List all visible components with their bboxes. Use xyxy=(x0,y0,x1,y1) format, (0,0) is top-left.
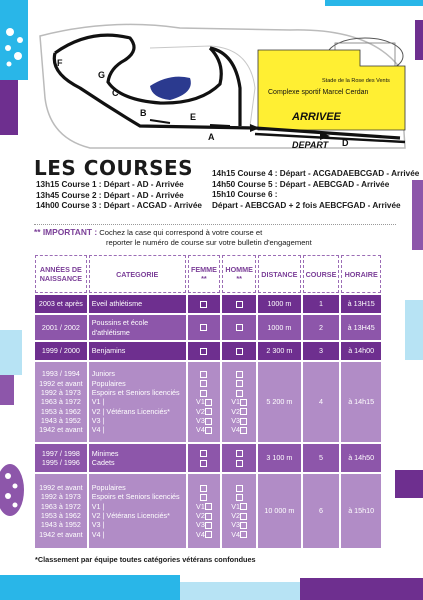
cell-categorie xyxy=(89,474,186,548)
header-distance: DISTANCE xyxy=(258,255,300,293)
homme-checkbox-label: V1 xyxy=(231,397,241,407)
homme-line xyxy=(225,530,253,539)
homme-checkbox-label: V3 xyxy=(231,415,241,425)
femme-checkbox-label: V4 xyxy=(196,529,205,539)
femme-checkbox[interactable] xyxy=(205,522,212,529)
cell-categorie xyxy=(89,342,186,360)
femme-checkbox[interactable] xyxy=(200,348,207,355)
categorie-line: Populaires xyxy=(91,378,126,388)
annees-line: 1993 / 1994 xyxy=(41,369,80,379)
homme-checkbox-label: V1 xyxy=(231,501,241,511)
course-5-line: 14h50 Course 5 : Départ - AEBCGAD - Arrivée xyxy=(212,179,390,189)
divider xyxy=(34,224,396,225)
left-purple-bar xyxy=(0,80,18,135)
map-letter-f: F xyxy=(57,58,63,68)
table-row xyxy=(35,315,381,340)
homme-line xyxy=(225,449,253,458)
homme-checkbox[interactable] xyxy=(236,460,243,467)
homme-checkbox[interactable] xyxy=(240,399,247,406)
homme-checkbox[interactable] xyxy=(236,485,243,492)
homme-checkbox-label: V2 xyxy=(231,511,241,520)
homme-line xyxy=(225,379,253,388)
homme-checkbox[interactable] xyxy=(236,380,243,387)
page-title: LES COURSES xyxy=(34,156,194,180)
homme-checkbox[interactable] xyxy=(236,371,243,378)
table-body xyxy=(35,295,381,548)
categorie-line: Minimes xyxy=(91,448,119,458)
femme-checkbox-label: V2 xyxy=(196,406,205,416)
femme-checkbox[interactable] xyxy=(205,513,212,520)
cell-course: 4 xyxy=(303,362,340,442)
homme-checkbox[interactable] xyxy=(236,450,243,457)
homme-line xyxy=(225,425,253,434)
homme-checkbox[interactable] xyxy=(236,390,243,397)
homme-line xyxy=(225,407,253,416)
femme-checkbox[interactable] xyxy=(200,324,207,331)
femme-checkbox[interactable] xyxy=(200,494,207,501)
annees-line: 1992 et avant xyxy=(39,483,83,493)
annees-line: 2001 / 2002 xyxy=(41,322,80,332)
annees-line: 1943 à 1952 xyxy=(40,415,81,425)
cell-categorie xyxy=(89,444,186,472)
cell-horaire: à 14h50 xyxy=(341,444,381,472)
homme-checkbox-label: V3 xyxy=(231,520,241,530)
femme-checkbox-label: V1 xyxy=(196,501,205,511)
homme-checkbox-label: V4 xyxy=(231,529,241,539)
top-right-block xyxy=(325,0,423,6)
cell-homme[interactable] xyxy=(222,315,256,340)
map-stadium-label: Stade de la Rose des Vents xyxy=(322,78,390,84)
homme-line xyxy=(225,299,253,308)
cell-femme[interactable] xyxy=(188,362,221,442)
homme-checkbox[interactable] xyxy=(240,408,247,415)
course-6-line: 15h10 Course 6 : xyxy=(212,190,278,200)
femme-checkbox[interactable] xyxy=(205,531,212,538)
footnote: *Classement par équipe toutes catégories vétérans confondues xyxy=(35,555,256,564)
bottom-blue-bar xyxy=(0,575,180,600)
homme-checkbox[interactable] xyxy=(240,513,247,520)
map-letter-d: D xyxy=(342,138,349,148)
categorie-line: Espoirs et Seniors licenciés xyxy=(91,492,180,502)
header-annees: ANNÉES DE NAISSANCE xyxy=(35,255,87,293)
cell-distance: 1000 m xyxy=(258,295,300,313)
femme-checkbox[interactable] xyxy=(200,390,207,397)
header-femme: FEMME ** xyxy=(188,255,221,293)
cell-distance: 2 300 m xyxy=(258,342,300,360)
cell-homme[interactable] xyxy=(222,362,256,442)
cell-distance: 10 000 m xyxy=(258,474,300,548)
course-2-line: 13h45 Course 2 : Départ - AD - Arrivée xyxy=(36,190,184,200)
femme-line xyxy=(191,416,218,425)
important-line-1: Cochez la case qui correspond à votre course et xyxy=(99,228,263,237)
femme-checkbox[interactable] xyxy=(205,408,212,415)
cell-categorie xyxy=(89,362,186,442)
femme-checkbox[interactable] xyxy=(200,371,207,378)
annees-line: 2003 et après xyxy=(38,299,83,309)
cell-course: 5 xyxy=(303,444,340,472)
cell-femme[interactable] xyxy=(188,342,221,360)
femme-line xyxy=(191,458,218,467)
annees-line: 1963 à 1972 xyxy=(40,397,81,407)
cell-categorie xyxy=(89,315,186,340)
annees-line: 1953 à 1962 xyxy=(40,511,81,520)
cell-annees xyxy=(35,342,87,360)
homme-checkbox-label: V4 xyxy=(231,425,241,435)
femme-line xyxy=(191,483,218,492)
femme-line xyxy=(191,449,218,458)
homme-line xyxy=(225,511,253,520)
course-3-line: 14h00 Course 3 : Départ - ACGAD - Arrivée xyxy=(36,201,202,211)
table-row xyxy=(35,474,381,548)
cell-distance: 5 200 m xyxy=(258,362,300,442)
categorie-line: V3 | xyxy=(91,415,105,425)
homme-checkbox[interactable] xyxy=(236,348,243,355)
cell-horaire: à 14h15 xyxy=(341,362,381,442)
map-letter-b: B xyxy=(140,108,147,118)
categorie-line: d'athlétisme xyxy=(91,327,130,337)
shoe-print-icon xyxy=(0,20,30,70)
homme-line xyxy=(225,369,253,378)
cell-course: 2 xyxy=(303,315,340,340)
cell-categorie xyxy=(89,295,186,313)
map-depart-label: DEPART xyxy=(292,140,329,150)
bottom-lightblue-bar xyxy=(180,582,300,600)
homme-checkbox[interactable] xyxy=(240,503,247,510)
homme-checkbox[interactable] xyxy=(240,522,247,529)
map-arrivee-label: ARRIVEE xyxy=(292,111,341,123)
cell-femme[interactable] xyxy=(188,315,221,340)
categorie-line: Populaires xyxy=(91,483,126,493)
cell-annees xyxy=(35,315,87,340)
important-line-2: reporter le numéro de course sur votre bulletin d'engagement xyxy=(106,238,312,247)
femme-line xyxy=(191,397,218,406)
homme-line xyxy=(225,502,253,511)
cell-homme[interactable] xyxy=(222,444,256,472)
femme-line xyxy=(191,388,218,397)
femme-checkbox[interactable] xyxy=(205,427,212,434)
femme-line xyxy=(191,520,218,529)
cell-course: 6 xyxy=(303,474,340,548)
annees-line: 1953 à 1962 xyxy=(40,406,81,416)
femme-checkbox-label: V1 xyxy=(196,397,205,407)
important-note xyxy=(34,227,414,248)
bottom-purple-bar xyxy=(300,578,423,600)
annees-line: 1997 / 1998 xyxy=(41,448,80,458)
cell-femme[interactable] xyxy=(188,474,221,548)
categorie-line: V2 | Vétérans Licenciés* xyxy=(91,406,170,416)
categorie-line: V3 | xyxy=(91,520,105,530)
categorie-line: V1 | xyxy=(91,501,105,511)
cell-homme[interactable] xyxy=(222,342,256,360)
header-categorie: CATEGORIE xyxy=(89,255,186,293)
femme-line xyxy=(191,407,218,416)
categorie-line: V2 | Vétérans Licenciés* xyxy=(91,511,170,520)
header-course: COURSE xyxy=(303,255,340,293)
registration-table xyxy=(33,253,383,550)
femme-line xyxy=(191,346,218,355)
femme-line xyxy=(191,323,218,332)
annees-line: 1942 et avant xyxy=(39,425,83,435)
course-6-detail: Départ - AEBCGAD + 2 fois AEBCFGAD - Arrivée xyxy=(212,200,401,210)
cell-annees xyxy=(35,444,87,472)
femme-checkbox-label: V4 xyxy=(196,425,205,435)
courses-left xyxy=(36,180,202,212)
homme-checkbox-label: V2 xyxy=(231,406,241,416)
header-horaire: HORAIRE xyxy=(341,255,381,293)
homme-line xyxy=(225,458,253,467)
femme-checkbox-label: V3 xyxy=(196,415,205,425)
cell-course: 1 xyxy=(303,295,340,313)
cell-femme[interactable] xyxy=(188,444,221,472)
cell-homme[interactable] xyxy=(222,474,256,548)
homme-line xyxy=(225,388,253,397)
femme-checkbox-label: V2 xyxy=(196,511,205,520)
categorie-line: Juniors xyxy=(91,369,115,379)
left-purple-bar-2 xyxy=(0,375,14,405)
homme-line xyxy=(225,520,253,529)
annees-line: 1992 à 1973 xyxy=(40,492,81,502)
homme-checkbox[interactable] xyxy=(236,494,243,501)
table-header-row xyxy=(35,255,381,293)
map-letter-e: E xyxy=(190,112,197,122)
annees-line: 1942 et avant xyxy=(39,529,83,539)
homme-line xyxy=(225,483,253,492)
categorie-line: Poussins et école xyxy=(91,318,149,328)
categorie-line: V1 | xyxy=(91,397,105,407)
annees-line: 1992 et avant xyxy=(39,378,83,388)
cell-homme[interactable] xyxy=(222,295,256,313)
femme-checkbox[interactable] xyxy=(200,460,207,467)
table-row xyxy=(35,295,381,313)
femme-checkbox-label: V3 xyxy=(196,520,205,530)
table-row xyxy=(35,444,381,472)
categorie-line: Espoirs et Seniors licenciés xyxy=(91,388,180,398)
map-letter-g: G xyxy=(98,70,106,80)
categorie-line: V4 | xyxy=(91,425,105,435)
femme-checkbox[interactable] xyxy=(205,418,212,425)
homme-checkbox[interactable] xyxy=(240,531,247,538)
cell-horaire: à 13H15 xyxy=(341,295,381,313)
femme-line xyxy=(191,379,218,388)
annees-line: 1995 / 1996 xyxy=(41,458,80,467)
header-homme: HOMME ** xyxy=(222,255,256,293)
femme-checkbox[interactable] xyxy=(205,503,212,510)
homme-checkbox[interactable] xyxy=(240,427,247,434)
categorie-line: Eveil athlétisme xyxy=(91,299,143,309)
femme-checkbox[interactable] xyxy=(200,380,207,387)
categorie-line: V4 | xyxy=(91,529,105,539)
annees-line: 1992 à 1973 xyxy=(40,388,81,398)
homme-line xyxy=(225,416,253,425)
cell-annees xyxy=(35,295,87,313)
homme-checkbox[interactable] xyxy=(236,301,243,308)
femme-line xyxy=(191,511,218,520)
homme-line xyxy=(225,323,253,332)
annees-line: 1963 à 1972 xyxy=(40,501,81,511)
categorie-line: Benjamins xyxy=(91,346,126,356)
homme-line xyxy=(225,397,253,406)
course-1-line: 13h15 Course 1 : Départ - AD - Arrivée xyxy=(36,180,184,189)
courses-right xyxy=(212,169,419,211)
categorie-line: Cadets xyxy=(91,458,115,467)
femme-line xyxy=(191,502,218,511)
homme-line xyxy=(225,492,253,501)
femme-checkbox[interactable] xyxy=(200,485,207,492)
cell-distance: 1000 m xyxy=(258,315,300,340)
table-row xyxy=(35,342,381,360)
course-4-line: 14h15 Course 4 : Départ - ACGADAEBCGAD - Arrivée xyxy=(212,169,420,178)
femme-checkbox[interactable] xyxy=(200,301,207,308)
femme-line xyxy=(191,492,218,501)
shoe-print-icon-2 xyxy=(0,460,30,520)
femme-line xyxy=(191,369,218,378)
annees-line: 1999 / 2000 xyxy=(41,346,80,356)
cell-annees xyxy=(35,362,87,442)
left-lightblue-bar xyxy=(0,330,22,375)
map-complex-label xyxy=(268,89,368,96)
femme-line xyxy=(191,425,218,434)
cell-course: 3 xyxy=(303,342,340,360)
course-map xyxy=(30,8,415,153)
important-label: ** IMPORTANT : xyxy=(34,227,98,237)
homme-checkbox[interactable] xyxy=(240,418,247,425)
femme-line xyxy=(191,530,218,539)
cell-femme[interactable] xyxy=(188,295,221,313)
table-row xyxy=(35,362,381,442)
map-letter-c: C xyxy=(112,88,119,98)
femme-checkbox[interactable] xyxy=(200,450,207,457)
right-purple-bar-3 xyxy=(395,470,423,498)
homme-line xyxy=(225,346,253,355)
cell-horaire: à 15h10 xyxy=(341,474,381,548)
cell-distance: 3 100 m xyxy=(258,444,300,472)
map-letter-a: A xyxy=(208,132,215,142)
homme-checkbox[interactable] xyxy=(236,324,243,331)
cell-annees xyxy=(35,474,87,548)
femme-checkbox[interactable] xyxy=(205,399,212,406)
femme-line xyxy=(191,299,218,308)
annees-line: 1943 à 1952 xyxy=(40,520,81,530)
map-complex-line: Complexe sportif Marcel Cerdan xyxy=(268,89,369,96)
cell-horaire: à 14h00 xyxy=(341,342,381,360)
right-blue-bar xyxy=(405,300,423,360)
cell-horaire: à 13H45 xyxy=(341,315,381,340)
